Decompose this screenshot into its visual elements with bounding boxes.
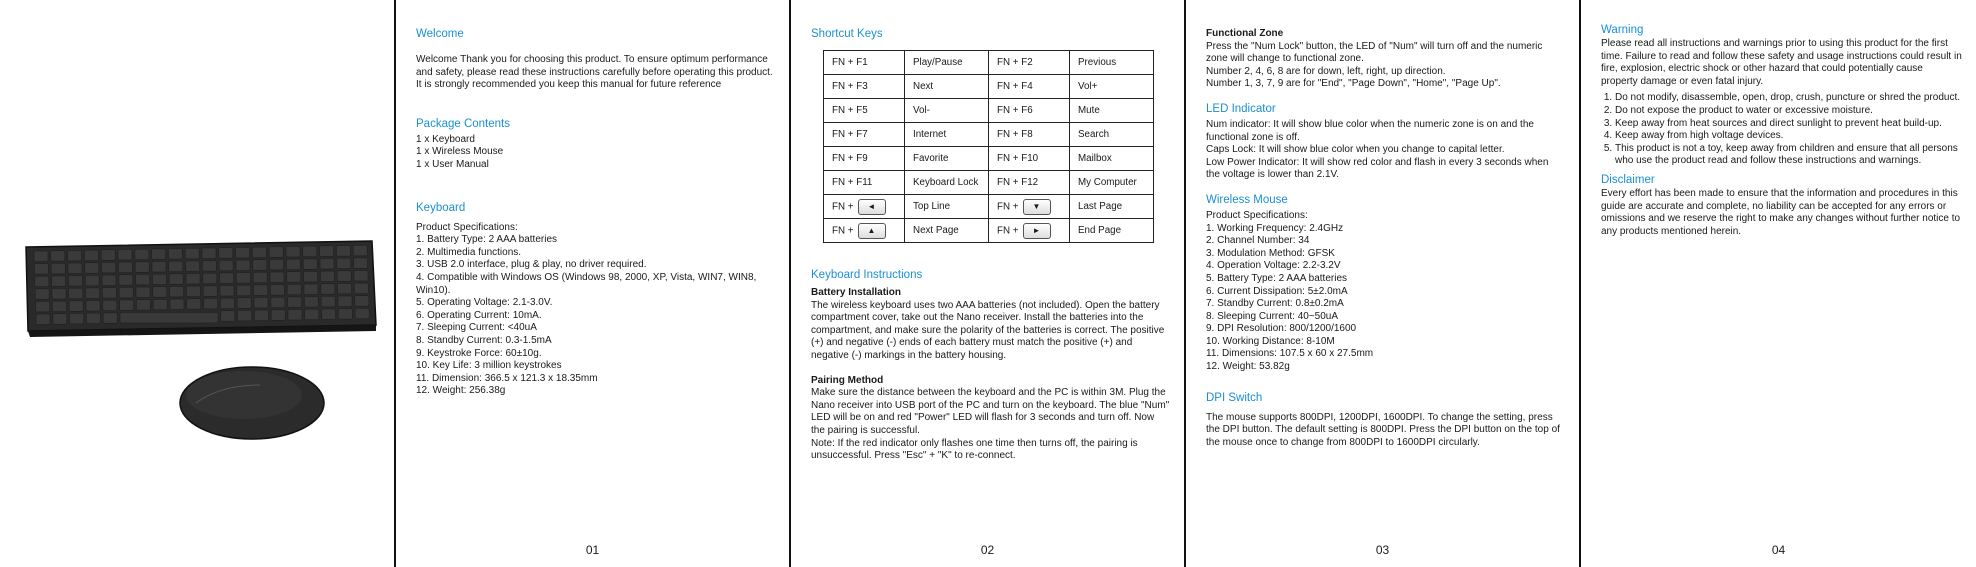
arrow-key-icon: ► bbox=[1023, 223, 1051, 239]
keyboard-key bbox=[288, 310, 302, 321]
keyboard-key bbox=[304, 297, 318, 308]
shortcut-text: FN + F3 bbox=[832, 81, 868, 92]
shortcut-title: Shortcut Keys bbox=[811, 28, 883, 40]
keyboard-key bbox=[269, 247, 283, 257]
keyboard-key bbox=[337, 258, 351, 269]
shortcut-function bbox=[905, 75, 989, 99]
keyboard-illustration bbox=[26, 241, 376, 337]
disclaimer-text: Every effort has been made to ensure that the information and procedures in this guide are accurate and complete, no liability can be accepted for any errors or omissions and we reserve the right to make any changes without further notice to any products mentioned herein. bbox=[1601, 187, 1961, 237]
keyboard-key bbox=[254, 310, 268, 321]
keyboard-key bbox=[253, 260, 267, 271]
keyboard-key bbox=[203, 286, 217, 297]
shortcut-row bbox=[824, 99, 1154, 123]
shortcut-text: FN + F6 bbox=[997, 105, 1033, 116]
keyboard-key bbox=[52, 276, 66, 287]
pairing-text: Make sure the distance between the keyboard and the PC is within 3M. Plug the Nano receiver into USB port of the PC and turn on the keyboard. The blue "Num" LED will be on and red "Power" LED will flash for 3 seconds and turn off. Now the pairing is successful. bbox=[811, 387, 1170, 436]
keyboard-key bbox=[36, 314, 50, 325]
keyboard-key bbox=[202, 261, 216, 272]
led-line: Num indicator: It will show blue color when the numeric zone is on and the functional zone is off. bbox=[1206, 118, 1534, 143]
keyboard-key bbox=[69, 288, 83, 299]
led-title: LED Indicator bbox=[1206, 102, 1276, 115]
product-image-panel bbox=[0, 0, 396, 567]
shortcut-function bbox=[1070, 99, 1154, 123]
shortcut-row bbox=[824, 171, 1154, 195]
page-03 bbox=[1186, 0, 1581, 567]
shortcut-text: FN + bbox=[997, 225, 1019, 237]
shortcut-key bbox=[824, 219, 905, 243]
shortcut-row bbox=[824, 219, 1154, 243]
keyboard-key bbox=[35, 289, 49, 300]
keyboard-key bbox=[337, 271, 351, 282]
warning-item: 2. Do not expose the product to water or excessive moisture. bbox=[1615, 105, 1962, 118]
keyboard-key bbox=[186, 286, 200, 297]
keyboard-key bbox=[152, 249, 166, 260]
package-item: 1 x Keyboard bbox=[416, 133, 475, 145]
battery-text: The wireless keyboard uses two AAA batteries (not included). Open the battery compartment cover, take out the Nano receiver. Install the batteries into the compartment, and make sure the polarity of the batteries is correct. The positive (+) and negative (-) ends of each battery must match the positive (+) and negative (-) markings in the battery housing. bbox=[811, 299, 1165, 361]
keyboard-key bbox=[287, 284, 301, 295]
shortcut-key bbox=[989, 219, 1070, 243]
mouse-spec: 6. Current Dissipation: 5±2.0mA bbox=[1206, 285, 1348, 297]
shortcut-text: Play/Pause bbox=[913, 57, 963, 68]
spec-item: 1. Battery Type: 2 AAA batteries bbox=[416, 234, 558, 246]
shortcut-text: Previous bbox=[1078, 57, 1117, 68]
keyboard-key bbox=[70, 313, 84, 324]
keyboard-key bbox=[336, 246, 350, 257]
shortcut-function bbox=[905, 219, 989, 243]
keyboard-key bbox=[170, 299, 184, 310]
spec-item: 6. Operating Current: 10mA. bbox=[416, 309, 542, 321]
keyboard-key bbox=[136, 300, 150, 311]
led-line: Low Power Indicator: It will show red color and flash in every 3 seconds when the voltage is lower than 2.1V. bbox=[1206, 156, 1549, 181]
spec-item: 12. Weight: 256.38g bbox=[416, 385, 506, 397]
keyboard-key bbox=[136, 287, 150, 298]
keyboard-key bbox=[52, 301, 66, 312]
keyboard-key bbox=[271, 310, 285, 321]
keyboard-key bbox=[152, 262, 166, 273]
shortcut-function bbox=[905, 99, 989, 123]
spec-heading: Product Specifications: bbox=[416, 221, 518, 233]
keyboard-key bbox=[35, 276, 49, 287]
shortcut-function bbox=[1070, 75, 1154, 99]
shortcut-text: Next bbox=[913, 81, 934, 92]
keyboard-key bbox=[238, 310, 252, 321]
shortcut-row bbox=[824, 147, 1154, 171]
keyboard-key bbox=[219, 260, 233, 271]
shortcut-text: Last Page bbox=[1078, 201, 1123, 212]
shortcut-key bbox=[824, 171, 905, 195]
shortcut-key bbox=[824, 75, 905, 99]
keyboard-key bbox=[237, 298, 251, 309]
spec-item: 7. Sleeping Current: <40uA bbox=[416, 322, 537, 334]
shortcut-key bbox=[989, 171, 1070, 195]
keyboard-key bbox=[270, 272, 284, 283]
mouse-spec-heading: Product Specifications: bbox=[1206, 209, 1308, 221]
mouse-spec: 10. Working Distance: 8-10M bbox=[1206, 335, 1335, 347]
keyboard-key bbox=[320, 271, 334, 282]
shortcut-text: FN + F1 bbox=[832, 57, 868, 68]
shortcut-key bbox=[824, 99, 905, 123]
keyboard-key bbox=[355, 296, 369, 307]
led-line: Caps Lock: It will show blue color when you change to capital letter. bbox=[1206, 144, 1505, 156]
shortcut-text: Next Page bbox=[913, 225, 959, 236]
warning-title: Warning bbox=[1601, 24, 1644, 36]
shortcut-row bbox=[824, 75, 1154, 99]
keyboard-key bbox=[153, 287, 167, 298]
shortcut-text: FN + bbox=[997, 201, 1019, 213]
keyboard-key bbox=[322, 309, 336, 320]
shortcut-text: FN + F10 bbox=[997, 153, 1039, 164]
functional-zone-title: Functional Zone bbox=[1206, 28, 1284, 39]
spec-item: 11. Dimension: 366.5 x 121.3 x 18.35mm bbox=[416, 372, 598, 384]
shortcut-text: Internet bbox=[913, 129, 947, 140]
shortcut-function bbox=[1070, 195, 1154, 219]
shortcut-function bbox=[1070, 51, 1154, 75]
keyboard-key bbox=[338, 309, 352, 320]
spec-item: 8. Standby Current: 0.3-1.5mA bbox=[416, 334, 552, 346]
keyboard-key bbox=[287, 272, 301, 283]
shortcut-table bbox=[823, 50, 1154, 243]
keyboard-key bbox=[354, 271, 368, 282]
keyboard-key bbox=[202, 248, 216, 259]
dpi-title: DPI Switch bbox=[1206, 391, 1263, 404]
keyboard-key bbox=[118, 262, 132, 273]
spec-item: 9. Keystroke Force: 60±10g. bbox=[416, 347, 542, 359]
keyboard-key bbox=[288, 297, 302, 308]
shortcut-function bbox=[905, 195, 989, 219]
keyboard-key bbox=[68, 276, 82, 287]
keyboard-key bbox=[220, 273, 234, 284]
shortcut-row bbox=[824, 51, 1154, 75]
mouse-spec: 8. Sleeping Current: 40~50uA bbox=[1206, 310, 1339, 322]
keyboard-key bbox=[305, 309, 319, 320]
mouse-illustration bbox=[180, 367, 324, 439]
keyboard-key bbox=[220, 298, 234, 309]
instructions-title: Keyboard Instructions bbox=[811, 269, 923, 281]
warning-item: 1. Do not modify, disassemble, open, drop, crush, puncture or shred the product. bbox=[1615, 92, 1962, 105]
keyboard-title: Keyboard bbox=[416, 201, 466, 214]
disclaimer-title: Disclaimer bbox=[1601, 173, 1655, 186]
warning-list bbox=[1601, 92, 1962, 168]
arrow-key-icon: ◄ bbox=[858, 199, 886, 215]
arrow-key-icon: ▼ bbox=[1023, 199, 1051, 215]
package-title: Package Contents bbox=[416, 117, 510, 130]
keyboard-key bbox=[51, 251, 65, 262]
keyboard-key bbox=[219, 248, 233, 259]
keyboard-key bbox=[135, 262, 149, 273]
keyboard-key bbox=[286, 259, 300, 270]
keyboard-key bbox=[103, 300, 117, 311]
functional-zone-line: Number 2, 4, 6, 8 are for down, left, right, up direction. bbox=[1206, 65, 1446, 77]
keyboard-key bbox=[320, 259, 334, 270]
keyboard-key bbox=[236, 273, 250, 284]
keyboard-key bbox=[34, 264, 48, 275]
shortcut-text: Keyboard Lock bbox=[913, 177, 979, 188]
shortcut-function bbox=[1070, 219, 1154, 243]
keyboard-key bbox=[119, 275, 133, 286]
keyboard-key bbox=[321, 296, 335, 307]
mouse-spec: 3. Modulation Method: GFSK bbox=[1206, 247, 1335, 259]
mouse-spec: 9. DPI Resolution: 800/1200/1600 bbox=[1206, 323, 1357, 335]
keyboard-key bbox=[86, 288, 100, 299]
package-item: 1 x User Manual bbox=[416, 158, 489, 170]
keyboard-key bbox=[254, 285, 268, 296]
keyboard-key bbox=[85, 275, 99, 286]
keyboard-key bbox=[353, 245, 367, 256]
keyboard-key bbox=[321, 284, 335, 295]
page-number: 03 bbox=[1375, 543, 1390, 557]
keyboard-key bbox=[270, 259, 284, 270]
page-number: 02 bbox=[980, 543, 995, 557]
shortcut-key bbox=[824, 51, 905, 75]
keyboard-key bbox=[169, 261, 183, 272]
spec-item: 10. Key Life: 3 million keystrokes bbox=[416, 360, 562, 372]
keyboard-key bbox=[338, 296, 352, 307]
shortcut-key bbox=[824, 123, 905, 147]
shortcut-function bbox=[1070, 123, 1154, 147]
keyboard-key bbox=[221, 311, 235, 322]
functional-zone-line: Number 1, 3, 7, 9 are for "End", "Page Down", "Home", "Page Up". bbox=[1206, 78, 1501, 90]
page-02 bbox=[791, 0, 1186, 567]
keyboard-key bbox=[304, 271, 318, 282]
shortcut-text: FN + F7 bbox=[832, 129, 868, 140]
shortcut-function bbox=[905, 123, 989, 147]
shortcut-text: FN + F2 bbox=[997, 57, 1033, 68]
keyboard-key bbox=[34, 251, 48, 262]
shortcut-text: FN + F12 bbox=[997, 177, 1039, 188]
shortcut-text: Vol+ bbox=[1078, 81, 1098, 92]
keyboard-key bbox=[102, 288, 116, 299]
keyboard-key bbox=[236, 260, 250, 271]
warning-item: 4. Keep away from high voltage devices. bbox=[1615, 130, 1962, 143]
shortcut-text: FN + F9 bbox=[832, 153, 868, 164]
keyboard-key bbox=[237, 285, 251, 296]
shortcut-key bbox=[989, 195, 1070, 219]
keyboard-key bbox=[187, 299, 201, 310]
shortcut-text: Mute bbox=[1078, 105, 1100, 116]
shortcut-function bbox=[905, 147, 989, 171]
page-number: 01 bbox=[585, 543, 600, 557]
warning-item: 3. Keep away from heat sources and direct sunlight to prevent heat build-up. bbox=[1615, 118, 1962, 131]
keyboard-mouse-image bbox=[20, 235, 380, 445]
keyboard-key bbox=[120, 300, 134, 311]
keyboard-key bbox=[170, 286, 184, 297]
keyboard-key bbox=[354, 258, 368, 269]
spec-item: 5. Operating Voltage: 2.1-3.0V. bbox=[416, 297, 553, 309]
shortcut-row bbox=[824, 123, 1154, 147]
keyboard-key bbox=[86, 301, 100, 312]
package-item: 1 x Wireless Mouse bbox=[416, 146, 504, 158]
mouse-spec: 4. Operation Voltage: 2.2-3.2V bbox=[1206, 260, 1341, 272]
shortcut-text: FN + F11 bbox=[832, 177, 873, 188]
spec-item: 2. Multimedia functions. bbox=[416, 246, 522, 258]
shortcut-text: End Page bbox=[1078, 225, 1122, 236]
shortcut-text: Search bbox=[1078, 129, 1110, 140]
keyboard-key bbox=[103, 313, 117, 324]
keyboard-key bbox=[168, 249, 182, 260]
spec-item: 4. Compatible with Windows OS (Windows 98, 2000, XP, Vista, WIN7, WIN8, Win10). bbox=[416, 271, 757, 296]
shortcut-function bbox=[905, 51, 989, 75]
keyboard-key bbox=[303, 259, 317, 270]
pairing-title: Pairing Method bbox=[811, 374, 884, 386]
keyboard-key bbox=[102, 275, 116, 286]
mouse-spec: 5. Battery Type: 2 AAA batteries bbox=[1206, 272, 1348, 284]
dpi-text: The mouse supports 800DPI, 1200DPI, 1600DPI. To change the setting, press the DPI button. The default setting is 800DPI. Press the DPI button on the top of the mouse once to change from 800DPI to 1600DPI circularly. bbox=[1206, 411, 1560, 448]
keyboard-key bbox=[303, 246, 317, 257]
keyboard-key bbox=[86, 313, 100, 324]
keyboard-key bbox=[135, 249, 149, 260]
keyboard-key bbox=[85, 263, 99, 274]
shortcut-row bbox=[824, 195, 1154, 219]
keyboard-key bbox=[270, 285, 284, 296]
shortcut-key bbox=[989, 123, 1070, 147]
keyboard-key bbox=[53, 314, 67, 325]
keyboard-key bbox=[68, 250, 82, 261]
shortcut-text: Vol- bbox=[913, 105, 930, 116]
keyboard-key bbox=[236, 247, 250, 258]
keyboard-key bbox=[203, 273, 217, 284]
shortcut-function bbox=[1070, 147, 1154, 171]
keyboard-key bbox=[52, 289, 66, 300]
battery-title: Battery Installation bbox=[811, 287, 902, 298]
keyboard-key bbox=[286, 247, 300, 258]
keyboard-key bbox=[169, 274, 183, 285]
spec-item: 3. USB 2.0 interface, plug & play, no driver required. bbox=[416, 259, 647, 271]
mouse-spec: 11. Dimensions: 107.5 x 60 x 27.5mm bbox=[1206, 348, 1374, 360]
shortcut-text: FN + F5 bbox=[832, 105, 868, 116]
keyboard-key bbox=[51, 263, 65, 274]
keyboard-key bbox=[101, 250, 115, 260]
arrow-key-icon: ▲ bbox=[858, 223, 886, 239]
keyboard-key bbox=[102, 262, 116, 273]
keyboard-key bbox=[68, 263, 82, 274]
pairing-note: Note: If the red indicator only flashes one time then turns off, the pairing is unsuccessful. Press "Esc" + "K" to re-connect. bbox=[811, 437, 1138, 462]
shortcut-key bbox=[989, 75, 1070, 99]
keyboard-key bbox=[253, 272, 267, 283]
shortcut-function bbox=[1070, 171, 1154, 195]
shortcut-key bbox=[824, 147, 905, 171]
page-number: 04 bbox=[1771, 543, 1786, 557]
shortcut-key bbox=[989, 147, 1070, 171]
keyboard-key bbox=[354, 283, 368, 294]
warning-text: Please read all instructions and warnings prior to using this product for the first time. Failure to read and follow these safety and usage instructions could result in fire, explosion, electric shock or other hazard that could potentially cause property damage or even fatal injury. bbox=[1601, 38, 1962, 87]
keyboard-key bbox=[204, 298, 218, 309]
page-01 bbox=[396, 0, 791, 567]
keyboard-key bbox=[304, 284, 318, 295]
shortcut-key bbox=[824, 195, 905, 219]
shortcut-text: FN + bbox=[832, 201, 854, 213]
mouse-title: Wireless Mouse bbox=[1206, 193, 1288, 206]
keyboard-key bbox=[186, 274, 200, 285]
warning-item: 5. This product is not a toy, keep away from children and ensure that all persons who use the product read and follow these instructions and warnings. bbox=[1615, 143, 1962, 168]
shortcut-text: FN + bbox=[832, 225, 854, 237]
keyboard-key bbox=[119, 287, 133, 298]
mouse-spec: 2. Channel Number: 34 bbox=[1206, 235, 1310, 247]
keyboard-key bbox=[185, 248, 199, 258]
shortcut-text: Favorite bbox=[913, 153, 949, 164]
keyboard-key bbox=[252, 247, 266, 258]
shortcut-key bbox=[989, 99, 1070, 123]
shortcut-text: FN + F4 bbox=[997, 81, 1033, 92]
functional-zone-line: Press the "Num Lock" button, the LED of "Num" will turn off and the numeric zone will change to functional zone. bbox=[1206, 40, 1543, 65]
keyboard-key bbox=[338, 283, 352, 294]
keyboard-key bbox=[220, 286, 234, 297]
mouse-spec: 12. Weight: 53.82g bbox=[1206, 361, 1290, 373]
keyboard-key bbox=[120, 313, 218, 324]
keyboard-key bbox=[36, 301, 50, 312]
page-04 bbox=[1581, 0, 1976, 567]
keyboard-key bbox=[271, 297, 285, 308]
keyboard-key bbox=[355, 308, 369, 319]
shortcut-text: Mailbox bbox=[1078, 153, 1112, 164]
shortcut-text: FN + F8 bbox=[997, 129, 1033, 140]
keyboard-key bbox=[254, 298, 268, 309]
shortcut-function bbox=[905, 171, 989, 195]
mouse-spec: 1. Working Frequency: 2.4GHz bbox=[1206, 222, 1344, 234]
welcome-text: Welcome Thank you for choosing this product. To ensure optimum performance and safety, please read these instructions carefully before operating this product. It is strongly recommended you keep this manual for future reference bbox=[416, 54, 773, 91]
keyboard-key bbox=[153, 299, 167, 310]
shortcut-text: Top Line bbox=[913, 201, 951, 212]
keyboard-key bbox=[118, 250, 132, 261]
shortcut-text: My Computer bbox=[1078, 177, 1137, 188]
keyboard-key bbox=[186, 261, 200, 272]
welcome-title: Welcome bbox=[416, 28, 464, 40]
shortcut-key bbox=[989, 51, 1070, 75]
keyboard-key bbox=[320, 246, 334, 257]
keyboard-key bbox=[69, 301, 83, 312]
mouse-spec: 7. Standby Current: 0.8±0.2mA bbox=[1206, 298, 1344, 310]
keyboard-key bbox=[152, 274, 166, 285]
keyboard-key bbox=[84, 250, 98, 261]
keyboard-key bbox=[136, 274, 150, 285]
